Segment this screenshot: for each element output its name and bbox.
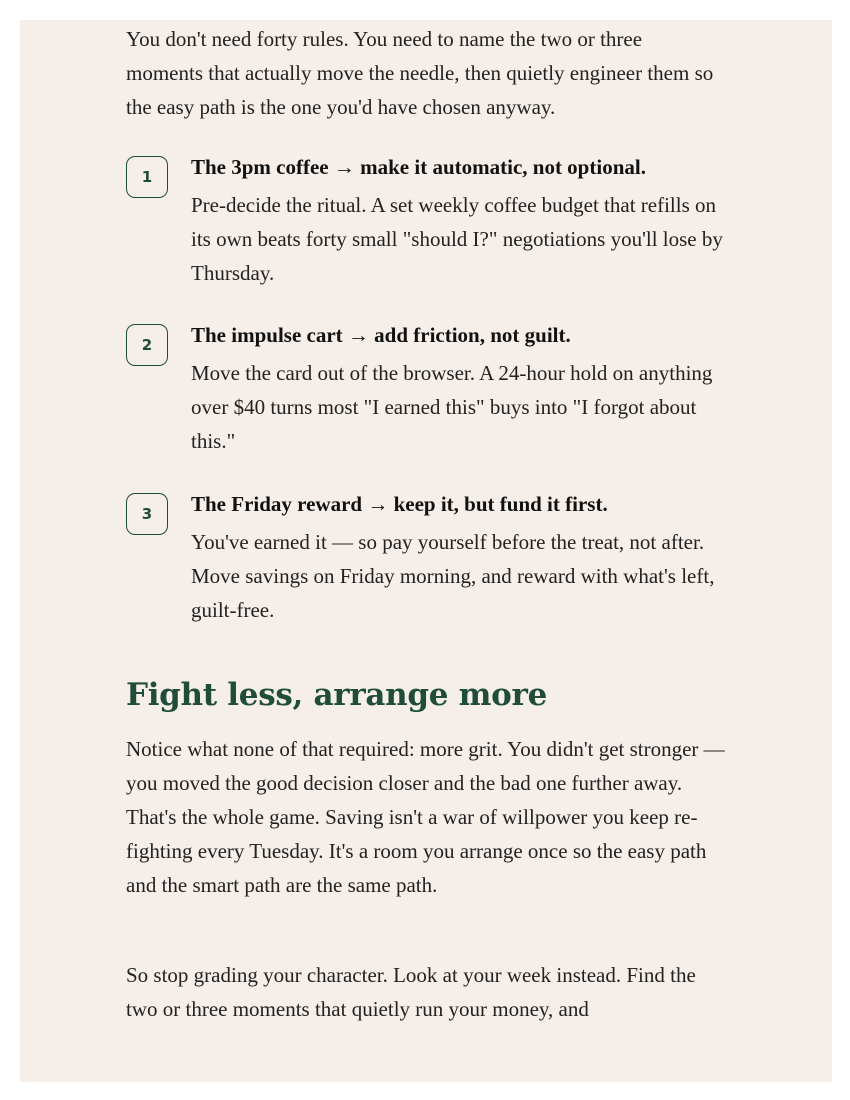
step-title: The 3pm coffee → make it automatic, not optional. xyxy=(191,155,646,179)
step-body: Move the card out of the browser. A 24-hour hold on anything over $40 turns most "I earned this" buys into "I forgot about this." xyxy=(191,361,713,453)
body-paragraph-1: Notice what none of that required: more grit. You didn't get stronger — you moved the good decision closer and the bad one further away. That's the whole game. Saving isn't a war of willpower you keep re-fighting every Tuesday. It's a room you arrange once so the easy path and the smart path are the same path. xyxy=(126,737,725,897)
body-paragraph-2: So stop grading your character. Look at your week instead. Find the two or three moments that quietly run your money, and xyxy=(126,963,696,1021)
step-body: You've earned it — so pay yourself before the treat, not after. Move savings on Friday morning, and reward with what's left, guilt-free. xyxy=(191,530,715,622)
step-title: The Friday reward → keep it, but fund it first. xyxy=(191,492,608,516)
step-number-badge: 3 xyxy=(126,493,168,535)
step-number-badge: 2 xyxy=(126,324,168,366)
intro-paragraph: You don't need forty rules. You need to name the two or three moments that actually move the needle, then quietly engineer them so the easy path is the one you'd have chosen anyway. xyxy=(126,27,714,119)
step-number-badge: 1 xyxy=(126,156,168,198)
section-heading: Fight less, arrange more xyxy=(126,677,548,713)
article-page xyxy=(20,20,832,1082)
step-title: The impulse cart → add friction, not guilt. xyxy=(191,323,571,347)
step-body: Pre-decide the ritual. A set weekly coffee budget that refills on its own beats forty small "should I?" negotiations you'll lose by Thursday. xyxy=(191,193,723,285)
